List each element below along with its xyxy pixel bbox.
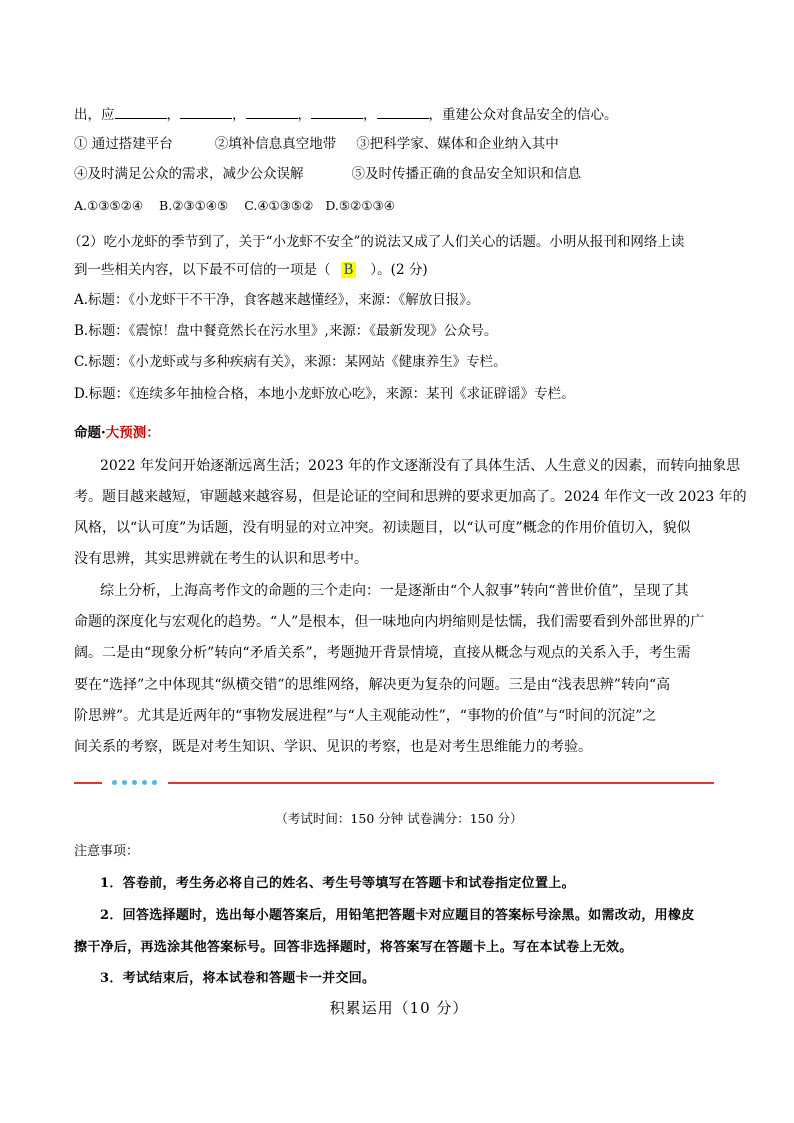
notice-item: 1．答卷前，考生务必将自己的姓名、考生号等填写在答题卡和试卷指定位置上。: [100, 876, 575, 891]
answer-blank: [311, 104, 363, 119]
q2-stem-line2: 到一些相关内容，以下最不可信的一项是（ B ）。(2 分): [74, 262, 428, 278]
prediction-highlight: 大预测：: [105, 425, 160, 441]
q1-choice: D.⑤②①③④: [325, 198, 395, 213]
paragraph1-line: 风格，以“认可度”为话题，没有明显的对立冲突。初读题目，以“认可度”概念的作用价值切入，貌似: [74, 520, 691, 536]
divider-dot: [112, 780, 117, 785]
paragraph2-line: 综上分析，上海高考作文的命题的三个走向：一是逐渐由“个人叙事”转向“普世价值”，呈现了其: [100, 583, 689, 599]
paragraph2-line: 间关系的考察，既是对考生知识、学识、见识的考察，也是对考生思维能力的考验。: [74, 739, 592, 755]
q1-choice: B.②③①④⑤: [159, 198, 229, 213]
divider-dot: [142, 780, 147, 785]
paragraph2-line: 要在“选择”之中体现其“纵横交错”的思维网络，解决更为复杂的问题。三是由“浅表思辨”转向“高: [74, 677, 671, 693]
paragraph2-line: 阔。二是由“现象分析”转向“矛盾关系”，考题抛开背景情境，直接从概念与观点的关系入手，考生需: [74, 645, 691, 661]
q1-option: ① 通过搭建平台: [74, 136, 173, 152]
q1-choice: C.④①③⑤②: [244, 198, 314, 213]
answer-highlight: B: [341, 262, 357, 278]
q2-option-a: A.标题：《小龙虾干不干净，食客越来越懂经》，来源：《解放日报》。: [74, 292, 480, 308]
q1-stem-start: 出，应: [74, 107, 115, 123]
q1-option: ③把科学家、媒体和企业纳入其中: [356, 136, 559, 152]
divider-dot: [152, 780, 157, 785]
answer-blank: [377, 104, 429, 119]
paragraph1-line: 2022 年发问开始逐渐远离生活；2023 年的作文逐渐没有了具体生活、人生意义的因素，而转向抽象思: [100, 458, 741, 474]
section-label-prediction: 命题·大预测：: [74, 425, 160, 441]
q2-stem-line1: （2）吃小龙虾的季节到了，关于“小龙虾不安全”的说法又成了人们关心的话题。小明从报刊和网络上读: [68, 234, 685, 250]
q2-option-d: D.标题：《连续多年抽检合格，本地小龙虾放心吃》，来源：某刊《求证辟谣》专栏。: [74, 386, 575, 402]
q2-option-c: C.标题：《小龙虾或与多种疾病有关》，来源：某网站《健康养生》专栏。: [74, 354, 507, 370]
q1-stem: 出，应 ， ， ， ， ，重建公众对食品安全的信心。: [74, 104, 724, 125]
answer-blank: [115, 104, 167, 119]
q1-option: ②填补信息真空地带: [214, 136, 337, 152]
paragraph1-line: 没有思辨，其实思辨就在考生的认识和思考中。: [74, 551, 368, 567]
answer-blank: [180, 104, 232, 119]
section-title: 积累运用（10 分）: [329, 999, 469, 1017]
paragraph2-line: 命题的深度化与宏观化的趋势。“人”是根本，但一味地向内坍缩则是怯懦，我们需要看到外部世界的广: [74, 614, 705, 630]
q1-option: ④及时满足公众的需求，减少公众误解: [74, 166, 304, 182]
exam-info: （考试时间：150 分钟 试卷满分：150 分）: [275, 811, 523, 826]
notice-item-continued: 擦干净后，再选涂其他答案标号。回答非选择题时，将答案写在答题卡上。写在本试卷上无效。: [74, 940, 633, 955]
q1-choices: [74, 196, 724, 216]
q1-stem-end: ，重建公众对食品安全的信心。: [428, 107, 618, 123]
divider-dot: [132, 780, 137, 785]
section-divider: [74, 782, 724, 784]
divider-dot: [122, 780, 127, 785]
paragraph1-line: 考。题目越来越短，审题越来越容易，但是论证的空间和思辨的要求更加高了。2024 年作文一改 2023 年的: [74, 489, 747, 505]
q1-options-row2: [74, 164, 724, 184]
q1-option: ⑤及时传播正确的食品安全知识和信息: [351, 166, 581, 182]
answer-blank: [246, 104, 298, 119]
notice-item: 2．回答选择题时，选出每小题答案后，用铅笔把答题卡对应题目的答案标号涂黑。如需改动，用橡皮: [100, 908, 695, 923]
q1-choice: A.①③⑤②④: [74, 198, 144, 213]
q2-option-b: B.标题：《震惊！盘中餐竟然长在污水里》,来源：《最新发现》公众号。: [74, 323, 498, 339]
notice-heading: 注意事项：: [74, 844, 140, 859]
notice-item: 3．考试结束后，将本试卷和答题卡一并交回。: [100, 971, 376, 986]
q1-options-row1: [74, 134, 724, 154]
paragraph2-line: 阶思辨”。尤其是近两年的“事物发展进程”与“人主观能动性”，“事物的价值”与“时间的沉淀”之: [74, 708, 657, 724]
